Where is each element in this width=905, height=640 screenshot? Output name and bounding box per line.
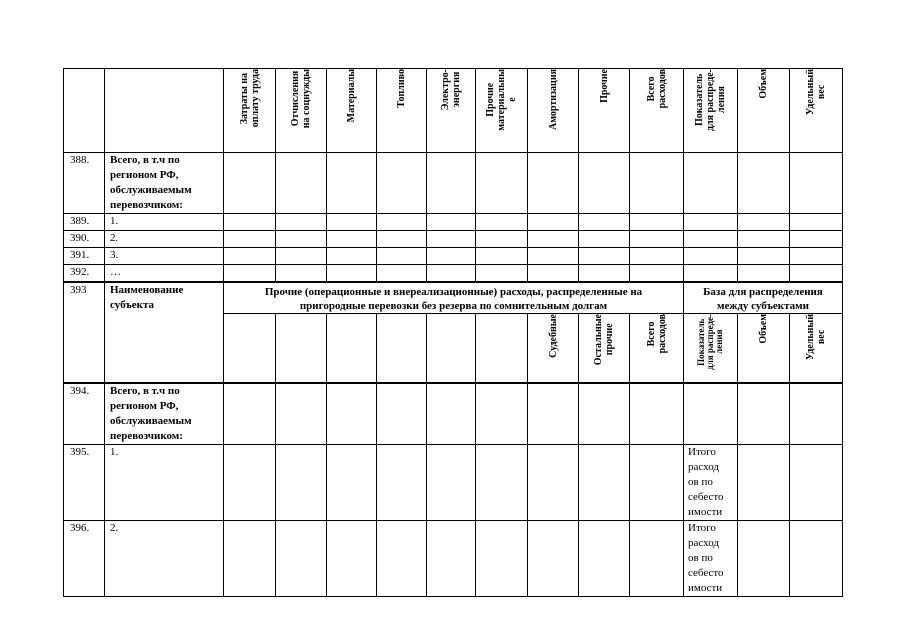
table-row <box>64 153 843 214</box>
data-cell <box>327 231 377 248</box>
data-cell <box>528 248 579 265</box>
data-cell <box>224 231 276 248</box>
data-cell <box>476 521 528 597</box>
row-number: 395. <box>64 445 105 521</box>
data-cell <box>377 153 427 214</box>
data-cell <box>738 445 790 521</box>
row-number: 389. <box>64 214 105 231</box>
data-cell <box>427 231 476 248</box>
data-cell <box>579 231 630 248</box>
data-cell <box>738 153 790 214</box>
data-cell <box>790 521 843 597</box>
row-number: 390. <box>64 231 105 248</box>
data-cell <box>427 153 476 214</box>
data-cell <box>684 153 738 214</box>
empty-header-cell <box>327 313 377 383</box>
col-header-other: Прочие <box>579 69 630 153</box>
data-cell <box>427 265 476 282</box>
data-cell <box>630 153 684 214</box>
data-cell <box>738 383 790 445</box>
col-header-indicator: Показатель для распреде- ления <box>684 69 738 153</box>
row-label: 2. <box>105 231 224 248</box>
data-cell <box>684 214 738 231</box>
row-label: 1. <box>105 214 224 231</box>
data-cell <box>579 248 630 265</box>
col-header-share: Удельный вес <box>790 69 843 153</box>
data-cell <box>224 214 276 231</box>
data-cell <box>528 231 579 248</box>
data-cell <box>790 153 843 214</box>
header-row <box>64 69 843 153</box>
data-cell <box>790 214 843 231</box>
data-cell <box>224 153 276 214</box>
data-cell <box>377 248 427 265</box>
row-label: 2. <box>105 521 224 597</box>
data-cell <box>738 265 790 282</box>
table-row <box>64 248 843 265</box>
table-row <box>64 231 843 248</box>
data-cell <box>630 445 684 521</box>
data-cell <box>276 153 327 214</box>
row-label: Всего, в т.ч по регионом РФ, обслуживаемым перевозчиком: <box>105 383 224 445</box>
empty-header-cell <box>224 313 276 383</box>
data-cell <box>276 214 327 231</box>
data-cell <box>327 153 377 214</box>
data-cell <box>377 445 427 521</box>
col-header-other-materials: Прочие материальны е <box>476 69 528 153</box>
data-cell <box>327 383 377 445</box>
table-row <box>64 521 843 597</box>
data-cell <box>427 445 476 521</box>
col-header-indicator-2: Показатель для распреде- ления <box>684 313 738 383</box>
empty-header-cell <box>276 313 327 383</box>
data-cell <box>427 383 476 445</box>
col-header-volume: Объем <box>738 69 790 153</box>
data-cell <box>224 521 276 597</box>
data-cell <box>476 153 528 214</box>
data-cell <box>579 214 630 231</box>
data-cell <box>738 521 790 597</box>
data-cell <box>790 248 843 265</box>
header-num-cell <box>64 69 105 153</box>
row-number: 396. <box>64 521 105 597</box>
empty-header-cell <box>476 313 528 383</box>
data-cell <box>630 383 684 445</box>
col-header-total: Всего расходов <box>630 69 684 153</box>
data-cell <box>276 383 327 445</box>
data-cell <box>476 214 528 231</box>
indicator-note: Итого расход ов по себесто имости <box>684 445 738 521</box>
row-label: … <box>105 265 224 282</box>
row-number: 391. <box>64 248 105 265</box>
cost-distribution-table <box>63 68 843 597</box>
data-cell <box>738 231 790 248</box>
data-cell <box>327 248 377 265</box>
data-cell <box>579 521 630 597</box>
data-cell <box>476 445 528 521</box>
data-cell <box>528 153 579 214</box>
section2-group-title: Прочие (операционные и внереализационные) расходы, распределенные на пригородные перевозки без резерва по сомнительным долгам <box>224 282 684 314</box>
data-cell <box>528 214 579 231</box>
data-cell <box>790 231 843 248</box>
data-cell <box>528 521 579 597</box>
data-cell <box>476 231 528 248</box>
data-cell <box>476 265 528 282</box>
data-cell <box>276 521 327 597</box>
table-row <box>64 214 843 231</box>
data-cell <box>377 265 427 282</box>
data-cell <box>579 265 630 282</box>
data-cell <box>790 445 843 521</box>
data-cell <box>327 265 377 282</box>
data-cell <box>476 383 528 445</box>
col-header-electricity: Электро- энергия <box>427 69 476 153</box>
row-label: 3. <box>105 248 224 265</box>
data-cell <box>684 231 738 248</box>
data-cell <box>579 383 630 445</box>
data-cell <box>579 153 630 214</box>
col-header-materials: Материалы <box>327 69 377 153</box>
data-cell <box>224 383 276 445</box>
data-cell <box>224 445 276 521</box>
table-row <box>64 383 843 445</box>
row-number: 392. <box>64 265 105 282</box>
data-cell <box>630 248 684 265</box>
header-name-cell <box>105 69 224 153</box>
data-cell <box>684 248 738 265</box>
data-cell <box>427 248 476 265</box>
data-cell <box>327 214 377 231</box>
data-cell <box>427 214 476 231</box>
data-cell <box>327 521 377 597</box>
data-cell <box>327 445 377 521</box>
data-cell <box>579 445 630 521</box>
data-cell <box>528 383 579 445</box>
empty-header-cell <box>427 313 476 383</box>
data-cell <box>427 521 476 597</box>
col-header-volume-2: Объем <box>738 313 790 383</box>
data-cell <box>377 231 427 248</box>
data-cell <box>224 265 276 282</box>
data-cell <box>630 231 684 248</box>
col-header-other-remaining: Остальные прочие <box>579 313 630 383</box>
indicator-note: Итого расход ов по себесто имости <box>684 521 738 597</box>
table-row <box>64 445 843 521</box>
data-cell <box>684 383 738 445</box>
col-header-social: Отчисления на соцнужды <box>276 69 327 153</box>
data-cell <box>528 265 579 282</box>
data-cell <box>738 248 790 265</box>
section2-header-row <box>64 282 843 314</box>
data-cell <box>630 214 684 231</box>
data-cell <box>377 383 427 445</box>
section2-base-title: База для распределения между субъектами <box>684 282 843 314</box>
col-header-amortization: Амортизация <box>528 69 579 153</box>
data-cell <box>276 248 327 265</box>
col-header-court: Судебные <box>528 313 579 383</box>
data-cell <box>377 214 427 231</box>
data-cell <box>528 445 579 521</box>
table-row <box>64 265 843 282</box>
data-cell <box>276 445 327 521</box>
row-number: 388. <box>64 153 105 214</box>
row-label: 1. <box>105 445 224 521</box>
col-header-labor: Затраты на оплату труда <box>224 69 276 153</box>
data-cell <box>476 248 528 265</box>
section2-number: 393 <box>64 282 105 384</box>
empty-header-cell <box>377 313 427 383</box>
data-cell <box>790 265 843 282</box>
row-label: Всего, в т.ч по регионом РФ, обслуживаемым перевозчиком: <box>105 153 224 214</box>
data-cell <box>630 521 684 597</box>
data-cell <box>224 248 276 265</box>
data-cell <box>684 265 738 282</box>
col-header-share-2: Удельный вес <box>790 313 843 383</box>
row-number: 394. <box>64 383 105 445</box>
section2-name: Наименование субъекта <box>105 282 224 384</box>
col-header-fuel: Топливо <box>377 69 427 153</box>
data-cell <box>630 265 684 282</box>
data-cell <box>377 521 427 597</box>
data-cell <box>276 231 327 248</box>
data-cell <box>276 265 327 282</box>
data-cell <box>738 214 790 231</box>
col-header-total-2: Всего расходов <box>630 313 684 383</box>
data-cell <box>790 383 843 445</box>
